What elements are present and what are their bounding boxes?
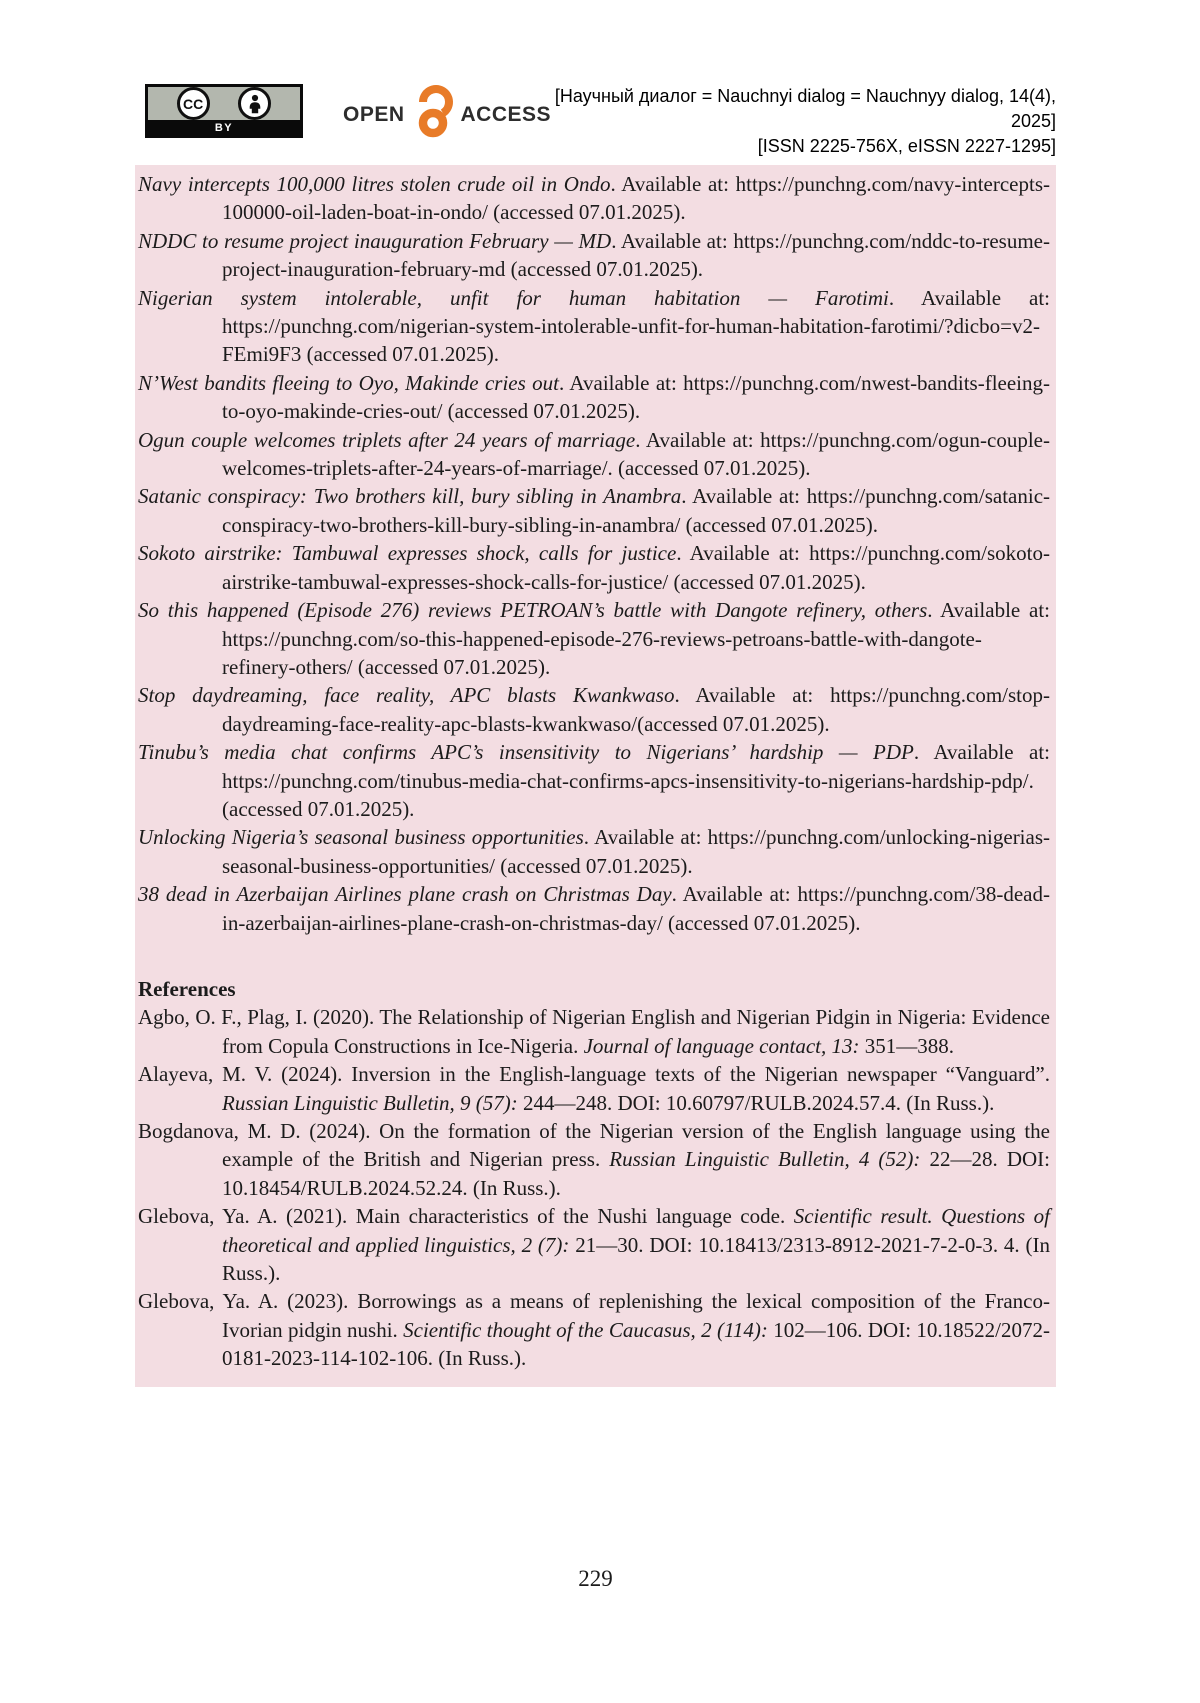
cc-by-badge-top bbox=[148, 87, 300, 120]
journal-title-line: [Научный диалог = Nauchnyi dialog = Nauchnyy dialog, 14(4), 2025] bbox=[554, 86, 1056, 131]
reference-entry: Satanic conspiracy: Two brothers kill, bury sibling in Anambra. Available at: https://punchng.com/satanic-conspiracy-two-brothers-kill-bury-sibling-in-anambra/ (accessed 07.01.2025). bbox=[138, 484, 1051, 537]
reference-entry: 38 dead in Azerbaijan Airlines plane crash on Christmas Day. Available at: https://punchng.com/38-dead-in-azerbaijan-airlines-plane-crash-on-christmas-day/ (accessed 07.01.2025). bbox=[138, 882, 1050, 935]
cc-license-label: BY bbox=[148, 120, 300, 136]
person-icon bbox=[238, 87, 271, 120]
open-access-word-access: ACCESS bbox=[460, 103, 552, 126]
reference-entry: NDDC to resume project inauguration February — MD. Available at: https://punchng.com/nddc-to-resume-project-inauguration-february-md (accessed 07.01.2025). bbox=[138, 228, 1050, 282]
references-heading: References bbox=[138, 976, 236, 1001]
reference-entry: Agbo, O. F., Plag, I. (2020). The Relationship of Nigerian English and Nigerian Pidgin in Nigeria: Evidence from Copula Constructions in Ice-Nigeria. Journal of language contact, 13: 351—388. bbox=[138, 1005, 1050, 1058]
page-number: 229 bbox=[578, 1566, 613, 1591]
open-lock-icon bbox=[411, 76, 457, 138]
reference-entry: So this happened (Episode 276) reviews PETROAN’s battle with Dangote refinery, others. Available at: https://punchng.com/so-this-happened-episode-276-reviews-petroans-battle-with-dangote-refinery-others/ (accessed 07.01.2025). bbox=[138, 598, 1050, 679]
page-header bbox=[145, 84, 1056, 159]
reference-entry: Nigerian system intolerable, unfit for human habitation — Farotimi. Available at: https://punchng.com/nigerian-system-intolerable-unfit-for-human-habitation-farotimi/?dicbo=v2-FEmi9F3 (accessed 07.01.2025). bbox=[138, 285, 1051, 367]
references-list bbox=[138, 1003, 1050, 1372]
news-references-list bbox=[138, 170, 1050, 937]
reference-entry: Glebova, Ya. A. (2023). Borrowings as a means of replenishing the lexical composition of the Franco-Ivorian pidgin nushi. Scientific thought of the Caucasus, 2 (114): 102—106. DOI: 10.18522/2072-0181-2023-114-102-106. (In Russ.). bbox=[138, 1289, 1050, 1371]
reference-entry: Alayeva, M. V. (2024). Inversion in the English-language texts of the Nigerian newspaper “Vanguard”. Russian Linguistic Bulletin, 9 (57): 244—248. DOI: 10.60797/RULB.2024.57.4. (In Russ.). bbox=[138, 1062, 1050, 1115]
open-access-logo bbox=[343, 92, 551, 138]
cc-by-badge bbox=[145, 84, 303, 138]
cc-icon-text: CC bbox=[183, 95, 204, 112]
open-access-word-open: OPEN bbox=[343, 103, 405, 126]
reference-entry: Sokoto airstrike: Tambuwal expresses shock, calls for justice. Available at: https://punchng.com/sokoto-airstrike-tambuwal-expresses-shock-calls-for-justice/ (accessed 07.01.2025). bbox=[138, 541, 1051, 594]
reference-entry: N’West bandits fleeing to Oyo, Makinde cries out. Available at: https://punchng.com/nwest-bandits-fleeing-to-oyo-makinde-cries-out/ (accessed 07.01.2025). bbox=[138, 370, 1051, 424]
reference-entry: Ogun couple welcomes triplets after 24 years of marriage. Available at: https://punchng.com/ogun-couple-welcomes-triplets-after-24-years-of-marriage/. (accessed 07.01.2025). bbox=[138, 427, 1050, 481]
reference-entry: Glebova, Ya. A. (2021). Main characteristics of the Nushi language code. Scientific result. Questions of theoretical and applied linguistics, 2 (7): 21—30. DOI: 10.18413/2313-8912-2021-7-2-0-3. 4. (In Russ.). bbox=[138, 1204, 1051, 1286]
references-highlight-block bbox=[135, 165, 1056, 1387]
reference-entry: Stop daydreaming, face reality, APC blasts Kwankwaso. Available at: https://punchng.com/stop-daydreaming-face-reality-apc-blasts-kwankwaso/(accessed 07.01.2025). bbox=[138, 683, 1050, 736]
cc-icon bbox=[177, 87, 210, 120]
reference-entry: Tinubu’s media chat confirms APC’s insensitivity to Nigerians’ hardship — PDP. Available at: https://punchng.com/tinubus-media-chat-confirms-apcs-insensitivity-to-nigerians-hardship-pdp/. (accessed 07.01.2025). bbox=[138, 740, 1050, 821]
reference-entry: Navy intercepts 100,000 litres stolen crude oil in Ondo. Available at: https://punchng.com/navy-intercepts-100000-oil-laden-boat-in-ondo/ (accessed 07.01.2025). bbox=[138, 172, 1051, 225]
journal-info bbox=[551, 84, 1056, 159]
reference-entry: Unlocking Nigeria’s seasonal business opportunities. Available at: https://punchng.com/unlocking-nigerias-seasonal-business-opportunities/ (accessed 07.01.2025). bbox=[138, 825, 1051, 878]
journal-issn-line: [ISSN 2225-756X, eISSN 2227-1295] bbox=[757, 136, 1056, 156]
reference-entry: Bogdanova, M. D. (2024). On the formation of the Nigerian version of the English language using the example of the British and Nigerian press. Russian Linguistic Bulletin, 4 (52): 22—28. DOI: 10.18454/RULB.2024.52.24. (In Russ.). bbox=[138, 1119, 1051, 1200]
